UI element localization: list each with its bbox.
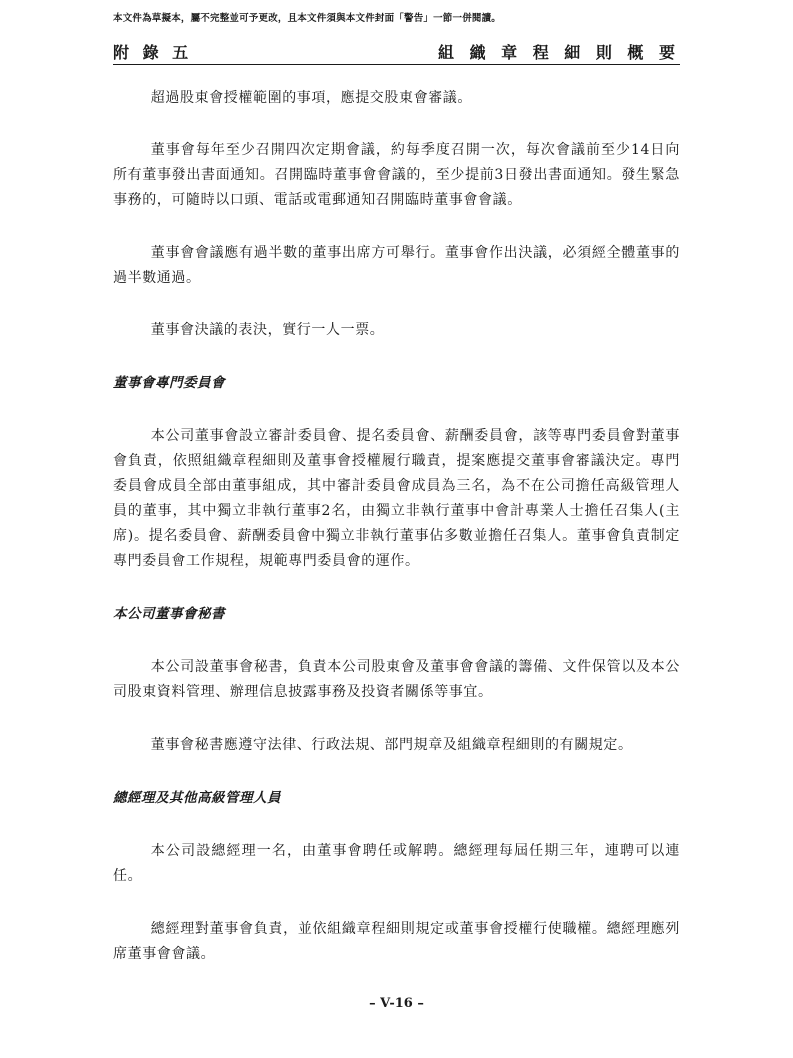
paragraph: 董事會秘書應遵守法律、行政法規、部門規章及組織章程細則的有關規定。	[150, 737, 633, 753]
paragraph: 本公司設總經理一名，由董事會聘任或解聘。總經理每屆任期三年，連聘可以連任。	[113, 843, 680, 884]
document-body	[113, 86, 680, 967]
page-number: – V-16 –	[369, 996, 424, 1011]
section-heading: 本公司董事會秘書	[113, 606, 225, 622]
paragraph: 總經理對董事會負責，並依組織章程細則規定或董事會授權行使職權。總經理應列席董事會會議。	[113, 921, 680, 962]
paragraph: 董事會會議應有過半數的董事出席方可舉行。董事會作出決議，必須經全體董事的過半數通過。	[113, 245, 680, 286]
paragraph: 本公司設董事會秘書，負責本公司股東會及董事會會議的籌備、文件保管以及本公司股東資料管理、辦理信息披露事務及投資者關係等事宜。	[113, 659, 680, 700]
section-heading: 董事會專門委員會	[113, 375, 225, 391]
page-header	[113, 38, 680, 65]
paragraph: 董事會決議的表決，實行一人一票。	[150, 322, 385, 338]
paragraph: 本公司董事會設立審計委員會、提名委員會、薪酬委員會，該等專門委員會對董事會負責，依照組織章程細則及董事會授權履行職責，提案應提交董事會審議決定。專門委員會成員全部由董事組成，其中審計委員會成員為三名，為不在公司擔任高級管理人員的董事，其中獨立非執行董事2名，由獨立非執行董事中會計專業人士擔任召集人(主席)。提名委員會、薪酬委員會中獨立非執行董事佔多數並擔任召集人。董事會負責制定專門委員會工作規程，規範專門委員會的運作。	[113, 428, 680, 569]
section-title: 組 織 章 程 細 則 概 要	[438, 43, 680, 62]
draft-warning-banner: 本文件為草擬本，屬不完整並可予更改，且本文件須與本文件封面「警告」一節一併閱讀。	[113, 13, 502, 24]
paragraph: 超過股東會授權範圍的事項，應提交股東會審議。	[150, 90, 472, 106]
appendix-label: 附 錄 五	[113, 43, 193, 62]
paragraph: 董事會每年至少召開四次定期會議，約每季度召開一次，每次會議前至少14日向所有董事發出書面通知。召開臨時董事會會議的，至少提前3日發出書面通知。發生緊急事務的，可隨時以口頭、電話或電郵通知召開臨時董事會會議。	[113, 142, 680, 208]
section-heading: 總經理及其他高級管理人員	[113, 790, 281, 806]
